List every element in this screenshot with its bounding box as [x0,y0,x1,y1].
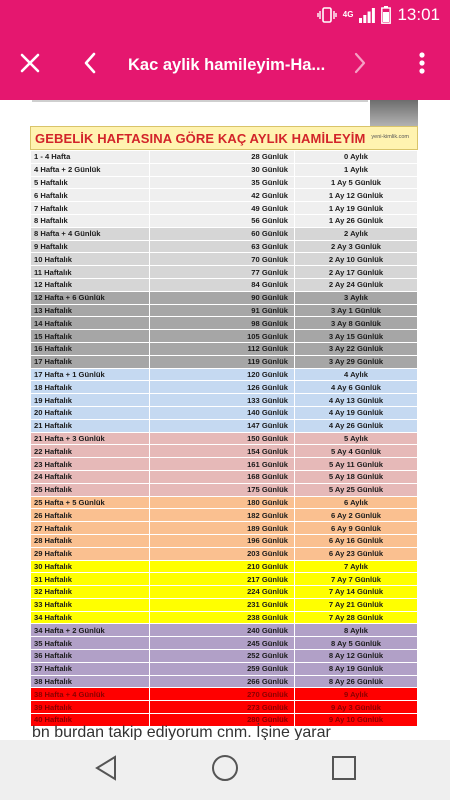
week-cell: 17 Haftalık [31,355,150,368]
week-cell: 12 Hafta + 6 Günlük [31,291,150,304]
week-cell: 35 Haftalık [31,637,150,650]
days-cell: 182 Günlük [150,509,295,522]
months-cell: 5 Ay 4 Günlük [295,445,418,458]
week-cell: 13 Haftalık [31,304,150,317]
days-cell: 210 Günlük [150,560,295,573]
week-cell: 27 Haftalık [31,522,150,535]
months-cell: 3 Ay 22 Günlük [295,342,418,355]
table-row [31,394,418,407]
week-cell: 40 Haftalık [31,714,150,727]
network-type-label: 4G [342,10,354,19]
table-site-label: yeni-kimlik.com [371,134,409,140]
months-cell: 1 Ay 5 Günlük [295,176,418,189]
week-cell: 34 Haftalık [31,611,150,624]
week-cell: 38 Hafta + 4 Günlük [31,688,150,701]
table-row [31,586,418,599]
table-header [30,126,418,150]
week-cell: 10 Haftalık [31,253,150,266]
table-row [31,470,418,483]
table-row [31,419,418,432]
table-row [31,522,418,535]
week-cell: 17 Hafta + 1 Günlük [31,368,150,381]
more-vert-icon [419,52,425,79]
days-cell: 112 Günlük [150,342,295,355]
week-cell: 16 Haftalık [31,342,150,355]
table-row [31,624,418,637]
months-cell: 8 Aylık [295,624,418,637]
divider [32,100,368,102]
table-row [31,163,418,176]
months-cell: 2 Ay 17 Günlük [295,266,418,279]
web-content[interactable] [0,100,450,740]
chevron-left-icon [83,52,97,79]
week-cell: 9 Haftalık [31,240,150,253]
days-cell: 84 Günlük [150,278,295,291]
table-row [31,406,418,419]
table-row [31,253,418,266]
months-cell: 8 Ay 19 Günlük [295,662,418,675]
table-row [31,355,418,368]
months-cell: 1 Ay 12 Günlük [295,189,418,202]
week-cell: 15 Haftalık [31,330,150,343]
week-cell: 21 Haftalık [31,419,150,432]
table-row [31,496,418,509]
week-cell: 24 Haftalık [31,470,150,483]
months-cell: 3 Ay 1 Günlük [295,304,418,317]
days-cell: 273 Günlük [150,701,295,714]
week-cell: 21 Hafta + 3 Günlük [31,432,150,445]
days-cell: 49 Günlük [150,202,295,215]
days-cell: 161 Günlük [150,458,295,471]
days-cell: 196 Günlük [150,534,295,547]
week-cell: 33 Haftalık [31,598,150,611]
pregnancy-table-image [30,126,418,727]
table-row [31,675,418,688]
table-row [31,304,418,317]
days-cell: 266 Günlük [150,675,295,688]
months-cell: 7 Ay 21 Günlük [295,598,418,611]
table-row [31,509,418,522]
week-cell: 39 Haftalık [31,701,150,714]
table-row [31,560,418,573]
week-cell: 26 Haftalık [31,509,150,522]
months-cell: 7 Ay 7 Günlük [295,573,418,586]
days-cell: 98 Günlük [150,317,295,330]
months-cell: 6 Aylık [295,496,418,509]
days-cell: 70 Günlük [150,253,295,266]
app-toolbar [0,30,450,100]
week-cell: 28 Haftalık [31,534,150,547]
months-cell: 9 Aylık [295,688,418,701]
comment-text: bn burdan takip ediyorum cnm. İşine yarar [32,724,331,740]
days-cell: 180 Günlük [150,496,295,509]
days-cell: 91 Günlük [150,304,295,317]
table-row [31,189,418,202]
days-cell: 280 Günlük [150,714,295,727]
back-button[interactable] [72,30,108,100]
table-row [31,176,418,189]
days-cell: 119 Günlük [150,355,295,368]
days-cell: 105 Günlük [150,330,295,343]
months-cell: 8 Ay 12 Günlük [295,650,418,663]
status-time: 13:01 [397,5,440,24]
week-cell: 29 Haftalık [31,547,150,560]
days-cell: 154 Günlük [150,445,295,458]
week-cell: 31 Haftalık [31,573,150,586]
days-cell: 63 Günlük [150,240,295,253]
chevron-right-icon [353,52,367,79]
week-cell: 37 Haftalık [31,662,150,675]
months-cell: 3 Ay 8 Günlük [295,317,418,330]
days-cell: 150 Günlük [150,432,295,445]
months-cell: 1 Aylık [295,163,418,176]
table-row [31,317,418,330]
week-cell: 7 Haftalık [31,202,150,215]
days-cell: 245 Günlük [150,637,295,650]
navigation-bar [0,740,450,800]
battery-icon [381,6,391,24]
table-row [31,611,418,624]
week-cell: 22 Haftalık [31,445,150,458]
week-cell: 8 Hafta + 4 Günlük [31,227,150,240]
week-cell: 19 Haftalık [31,394,150,407]
week-cell: 11 Haftalık [31,266,150,279]
days-cell: 28 Günlük [150,151,295,164]
days-cell: 140 Günlük [150,406,295,419]
week-cell: 30 Haftalık [31,560,150,573]
forward-button[interactable] [342,30,378,100]
table-row [31,483,418,496]
months-cell: 6 Ay 23 Günlük [295,547,418,560]
days-cell: 252 Günlük [150,650,295,663]
months-cell: 5 Ay 18 Günlük [295,470,418,483]
status-icons [317,0,440,30]
square-recents-icon [331,755,357,786]
months-cell: 7 Aylık [295,560,418,573]
months-cell: 4 Aylık [295,368,418,381]
menu-button[interactable] [404,30,440,100]
table-row [31,701,418,714]
week-cell: 25 Haftalık [31,483,150,496]
days-cell: 147 Günlük [150,419,295,432]
vibrate-icon [317,7,337,23]
week-cell: 32 Haftalık [31,586,150,599]
days-cell: 259 Günlük [150,662,295,675]
table-row [31,240,418,253]
week-cell: 12 Haftalık [31,278,150,291]
days-cell: 168 Günlük [150,470,295,483]
week-cell: 8 Haftalık [31,214,150,227]
weeks-table [30,150,418,727]
days-cell: 270 Günlük [150,688,295,701]
days-cell: 203 Günlük [150,547,295,560]
table-row [31,637,418,650]
nav-back-button[interactable] [76,740,136,800]
months-cell: 3 Aylık [295,291,418,304]
months-cell: 3 Ay 29 Günlük [295,355,418,368]
table-row [31,662,418,675]
days-cell: 238 Günlük [150,611,295,624]
months-cell: 4 Ay 6 Günlük [295,381,418,394]
page-title: Kac aylik hamileyim-Ha... [128,56,326,74]
table-row [31,432,418,445]
days-cell: 240 Günlük [150,624,295,637]
months-cell: 6 Ay 2 Günlük [295,509,418,522]
days-cell: 189 Günlük [150,522,295,535]
week-cell: 18 Haftalık [31,381,150,394]
days-cell: 126 Günlük [150,381,295,394]
table-row [31,573,418,586]
nav-home-button[interactable] [195,740,255,800]
days-cell: 90 Günlük [150,291,295,304]
week-cell: 4 Hafta + 2 Günlük [31,163,150,176]
network-type-icon [343,11,354,19]
days-cell: 133 Günlük [150,394,295,407]
days-cell: 35 Günlük [150,176,295,189]
days-cell: 56 Günlük [150,214,295,227]
table-row [31,598,418,611]
signal-icon [359,7,375,23]
table-row [31,266,418,279]
week-cell: 38 Haftalık [31,675,150,688]
week-cell: 34 Hafta + 2 Günlük [31,624,150,637]
months-cell: 2 Aylık [295,227,418,240]
nav-recents-button[interactable] [314,740,374,800]
days-cell: 77 Günlük [150,266,295,279]
months-cell: 3 Ay 15 Günlük [295,330,418,343]
months-cell: 7 Ay 28 Günlük [295,611,418,624]
week-cell: 36 Haftalık [31,650,150,663]
week-cell: 6 Haftalık [31,189,150,202]
days-cell: 60 Günlük [150,227,295,240]
table-row [31,381,418,394]
table-row [31,202,418,215]
week-cell: 1 - 4 Hafta [31,151,150,164]
months-cell: 5 Ay 11 Günlük [295,458,418,471]
week-cell: 25 Hafta + 5 Günlük [31,496,150,509]
months-cell: 1 Ay 19 Günlük [295,202,418,215]
months-cell: 0 Aylık [295,151,418,164]
table-row [31,688,418,701]
months-cell: 4 Ay 26 Günlük [295,419,418,432]
close-button[interactable] [10,30,50,100]
week-cell: 23 Haftalık [31,458,150,471]
days-cell: 30 Günlük [150,163,295,176]
table-row [31,547,418,560]
close-icon [20,53,40,78]
days-cell: 224 Günlük [150,586,295,599]
circle-home-icon [211,754,239,787]
months-cell: 6 Ay 16 Günlük [295,534,418,547]
months-cell: 1 Ay 26 Günlük [295,214,418,227]
triangle-back-icon [93,755,119,786]
days-cell: 120 Günlük [150,368,295,381]
months-cell: 4 Ay 13 Günlük [295,394,418,407]
table-row [31,151,418,164]
table-row [31,368,418,381]
week-cell: 20 Haftalık [31,406,150,419]
table-row [31,214,418,227]
table-row [31,227,418,240]
days-cell: 42 Günlük [150,189,295,202]
table-row [31,291,418,304]
week-cell: 5 Haftalık [31,176,150,189]
months-cell: 2 Ay 10 Günlük [295,253,418,266]
table-row [31,458,418,471]
days-cell: 175 Günlük [150,483,295,496]
months-cell: 8 Ay 26 Günlük [295,675,418,688]
months-cell: 9 Ay 3 Günlük [295,701,418,714]
months-cell: 5 Ay 25 Günlük [295,483,418,496]
table-title: GEBELİK HAFTASINA GÖRE KAÇ AYLIK HAMİLEYİM [35,130,366,146]
status-bar [0,0,450,30]
months-cell: 8 Ay 5 Günlük [295,637,418,650]
table-row [31,342,418,355]
months-cell: 5 Aylık [295,432,418,445]
week-cell: 14 Haftalık [31,317,150,330]
table-row [31,278,418,291]
months-cell: 7 Ay 14 Günlük [295,586,418,599]
months-cell: 9 Ay 10 Günlük [295,714,418,727]
table-row [31,445,418,458]
months-cell: 6 Ay 9 Günlük [295,522,418,535]
months-cell: 2 Ay 3 Günlük [295,240,418,253]
months-cell: 2 Ay 24 Günlük [295,278,418,291]
table-row [31,330,418,343]
table-row [31,534,418,547]
days-cell: 217 Günlük [150,573,295,586]
table-row [31,650,418,663]
months-cell: 4 Ay 19 Günlük [295,406,418,419]
days-cell: 231 Günlük [150,598,295,611]
